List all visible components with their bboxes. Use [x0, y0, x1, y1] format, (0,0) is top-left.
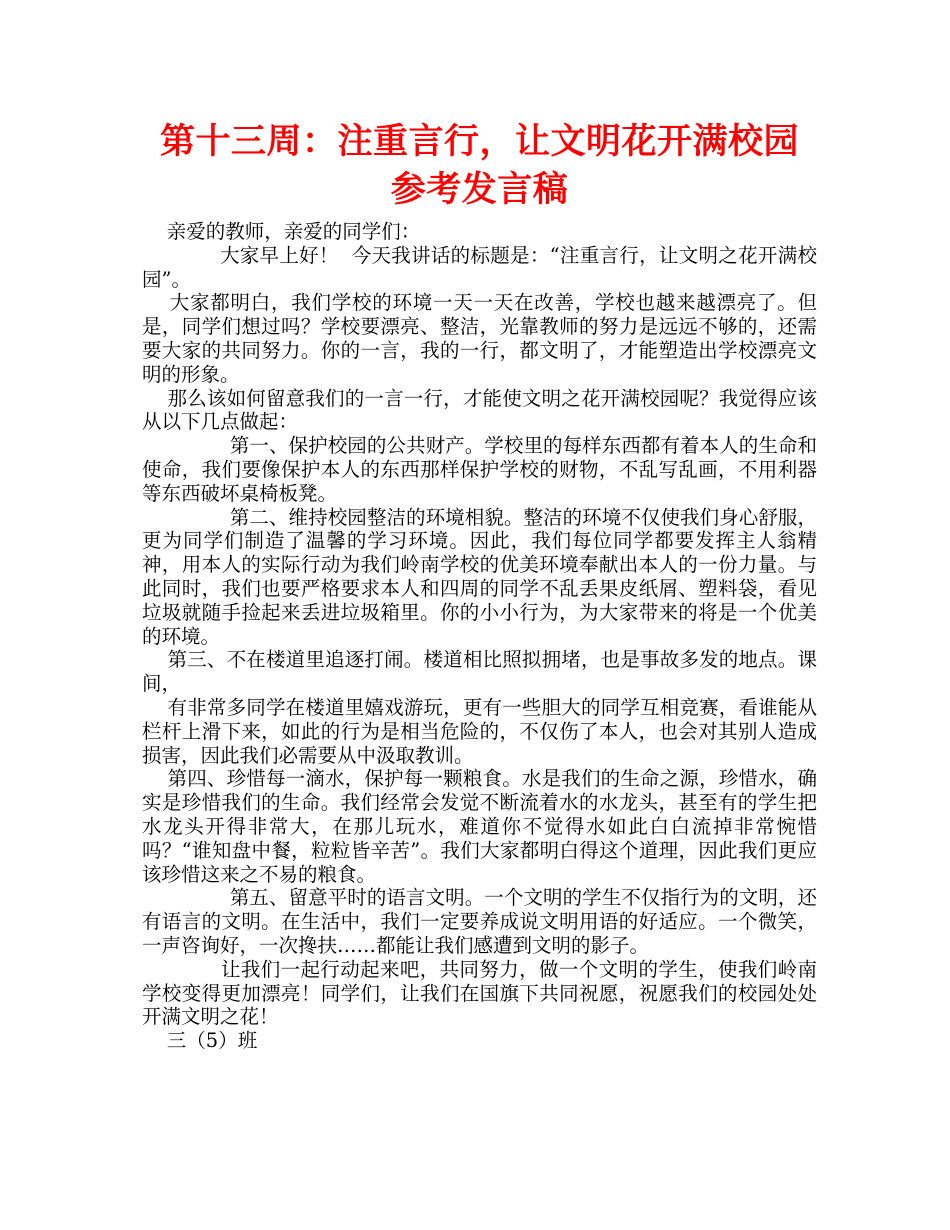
point-one-paragraph: 第一、保护校园的公共财产。学校里的每样东西都有着本人的生命和使命，我们要像保护本人的东西那样保护学校的财物，不乱写乱画，不用利器等东西破坏桌椅板凳。	[142, 434, 817, 505]
class-signature: 三（5）班	[142, 1029, 258, 1053]
point-four-paragraph: 第四、珍惜每一滴水，保护每一颗粮食。水是我们的生命之源，珍惜水，确实是珍惜我们的生命。我们经常会发觉不断流着水的水龙头，甚至有的学生把水龙头开得非常大，在那儿玩水，难道你不觉得水如此白白流掉非常惋惜吗？“谁知盘中餐，粒粒皆辛苦”。我们大家都明白得这个道理，因此我们更应该珍惜这来之不易的粮食。	[142, 767, 817, 886]
intro-paragraph: 大家都明白，我们学校的环境一天一天在改善，学校也越来越漂亮了。但是，同学们想过吗？学校要漂亮、整洁，光靠教师的努力是远远不够的，还需要大家的共同努力。你的一言，我的一行，都文明了，才能塑造出学校漂亮文明的形象。	[142, 291, 817, 386]
greeting: 亲爱的教师，亲爱的同学们：	[142, 220, 421, 243]
opening-paragraph: 大家早上好！ 今天我讲话的标题是：“注重言行，让文明之花开满校园”。	[142, 243, 817, 291]
closing-paragraph: 让我们一起行动起来吧，共同努力，做一个文明的学生，使我们岭南学校变得更加漂亮！同学们，让我们在国旗下共同祝愿，祝愿我们的校园处处开满文明之花！	[142, 957, 817, 1029]
point-five-paragraph: 第五、留意平时的语言文明。一个文明的学生不仅指行为的文明，还有语言的文明。在生活中，我们一定要养成说文明用语的好适应。一个微笑，一声咨询好，一次搀扶……都能让我们感遭到文明的影子。	[142, 886, 817, 957]
point-two-paragraph: 第二、维持校园整洁的环境相貌。整洁的环境不仅使我们身心舒服，更为同学们制造了温馨的学习环境。因此，我们每位同学都要发挥主人翁精神，用本人的实际行动为我们岭南学校的优美环境奉献出本人的一份力量。与此同时，我们也要严格要求本人和四周的同学不乱丢果皮纸屑、塑料袋，看见垃圾就随手捡起来丢进垃圾箱里。你的小小行为，为大家带来的将是一个优美的环境。	[142, 505, 817, 648]
point-three-continued-paragraph: 有非常多同学在楼道里嬉戏游玩，更有一些胆大的同学互相竞赛，看谁能从栏杆上滑下来，如此的行为是相当危险的，不仅伤了本人，也会对其别人造成损害，因此我们必需要从中汲取教训。	[142, 695, 817, 767]
speech-body	[142, 220, 817, 1053]
point-three-paragraph: 第三、不在楼道里追逐打闹。楼道相比照拟拥堵，也是事故多发的地点。课间，	[142, 648, 817, 696]
title-line-1: 第十三周：注重言行，让文明花开满校园	[159, 122, 799, 162]
title-line-2: 参考发言稿	[390, 170, 569, 210]
document-title	[142, 118, 817, 214]
document-page	[142, 118, 817, 1053]
question-paragraph: 那么该如何留意我们的一言一行，才能使文明之花开满校园呢？我觉得应该从以下几点做起：	[142, 386, 817, 434]
